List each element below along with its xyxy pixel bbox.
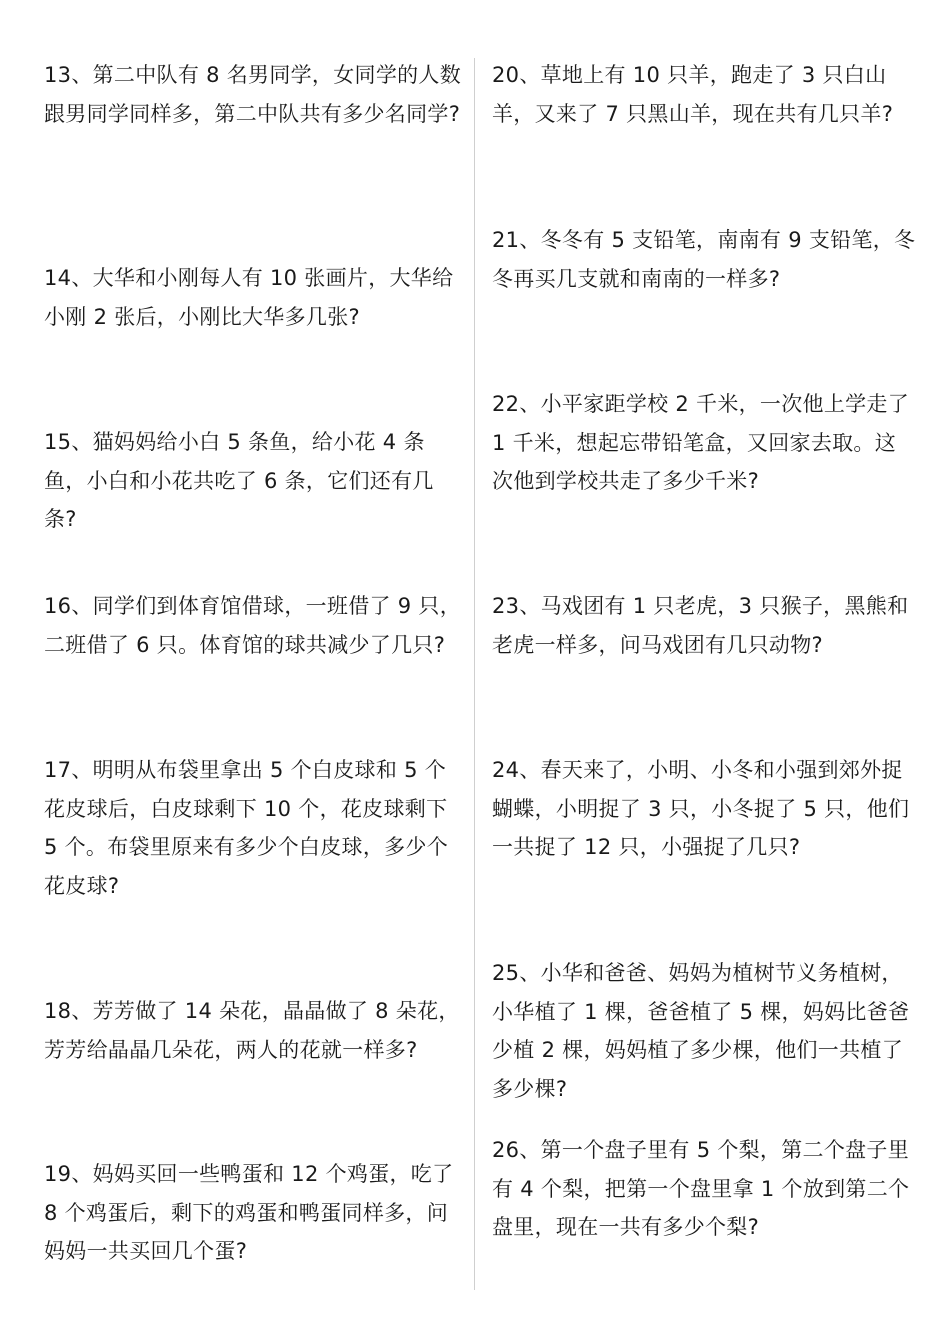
problem-16: 16、同学们到体育馆借球，一班借了 9 只，二班借了 6 只。体育馆的球共减少了几只? xyxy=(44,594,462,657)
problem-19: 19、妈妈买回一些鸭蛋和 12 个鸡蛋，吃了 8 个鸡蛋后，剩下的鸡蛋和鸭蛋同样多，问妈妈一共买回几个蛋? xyxy=(44,1162,454,1263)
problem-20: 20、草地上有 10 只羊，跑走了 3 只白山羊，又来了 7 只黑山羊，现在共有几只羊? xyxy=(492,63,894,126)
problem-14: 14、大华和小刚每人有 10 张画片，大华给小刚 2 张后，小刚比大华多几张? xyxy=(44,266,454,329)
problem-24: 24、春天来了，小明、小冬和小强到郊外捉蝴蝶，小明捉了 3 只，小冬捉了 5 只，他们一共捉了 12 只，小强捉了几只? xyxy=(492,758,910,859)
problem-22: 22、小平家距学校 2 千米，一次他上学走了 1 千米，想起忘带铅笔盒，又回家去取。这次他到学校共走了多少千米? xyxy=(492,392,910,493)
problem-15: 15、猫妈妈给小白 5 条鱼，给小花 4 条鱼，小白和小花共吃了 6 条，它们还有几条? xyxy=(44,430,434,531)
problem-21: 21、冬冬有 5 支铅笔，南南有 9 支铅笔，冬冬再买几支就和南南的一样多? xyxy=(492,228,916,291)
problem-18: 18、芳芳做了 14 朵花，晶晶做了 8 朵花，芳芳给晶晶几朵花，两人的花就一样多? xyxy=(44,999,460,1062)
problem-26: 26、第一个盘子里有 5 个梨，第二个盘子里有 4 个梨，把第一个盘里拿 1 个放到第二个盘里，现在一共有多少个梨? xyxy=(492,1138,910,1239)
problem-13: 13、第二中队有 8 名男同学，女同学的人数跟男同学同样多，第二中队共有多少名同学? xyxy=(44,63,462,126)
problem-17: 17、明明从布袋里拿出 5 个白皮球和 5 个花皮球后，白皮球剩下 10 个，花皮球剩下 5 个。布袋里原来有多少个白皮球，多少个花皮球? xyxy=(44,758,449,898)
problem-25: 25、小华和爸爸、妈妈为植树节义务植树，小华植了 1 棵，爸爸植了 5 棵，妈妈比爸爸少植 2 棵，妈妈植了多少棵，他们一共植了多少棵? xyxy=(492,961,910,1101)
column-divider xyxy=(474,58,475,1290)
problem-23: 23、马戏团有 1 只老虎，3 只猴子，黑熊和老虎一样多，问马戏团有几只动物? xyxy=(492,594,909,657)
